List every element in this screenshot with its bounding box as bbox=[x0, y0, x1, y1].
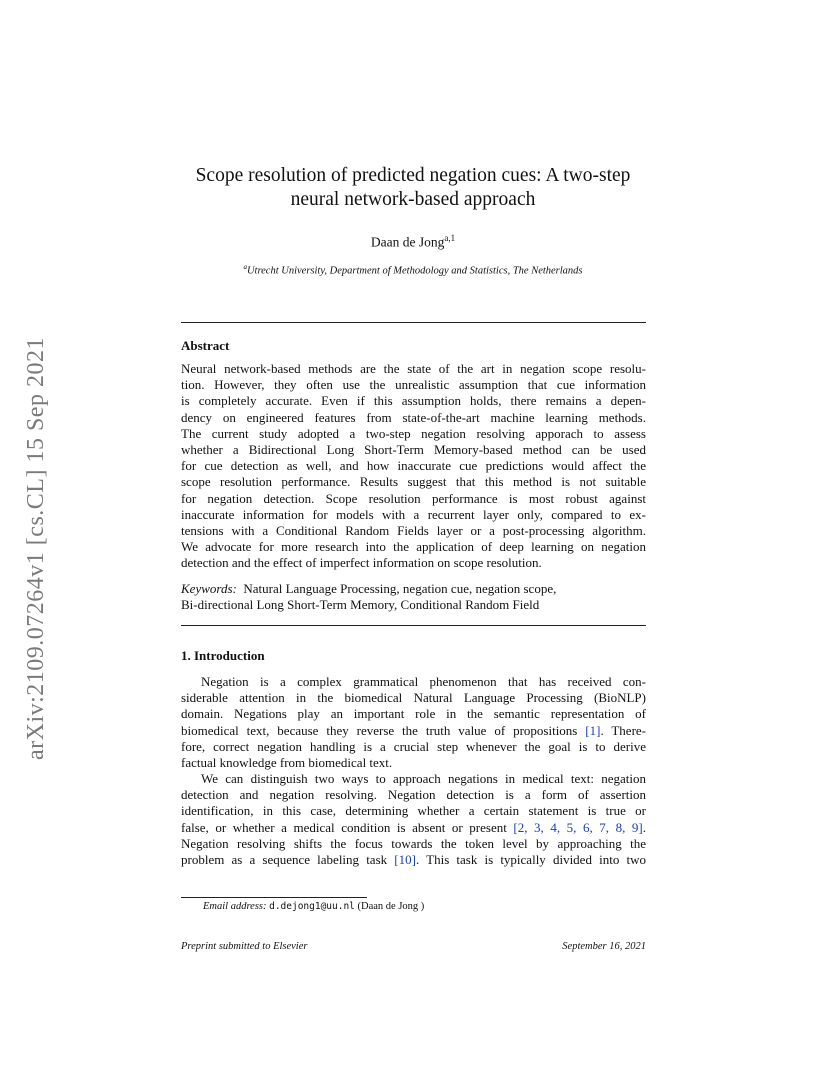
footnote-rule bbox=[181, 897, 367, 898]
section-heading-introduction: 1. Introduction bbox=[181, 648, 265, 663]
keywords-line-1 bbox=[181, 581, 646, 597]
keywords-text-1: Natural Language Processing, negation cue, negation scope, bbox=[243, 581, 557, 596]
footnote-author-name: (Daan de Jong ) bbox=[357, 901, 425, 912]
abstract-body bbox=[181, 361, 646, 572]
abstract-line: We advocate for more research into the application of deep learning on negation bbox=[181, 539, 646, 555]
abstract-line: scope resolution performance. Results suggest that this method is not suitable bbox=[181, 474, 646, 490]
footer-date: September 16, 2021 bbox=[562, 941, 646, 952]
intro-p2-line: Negation resolving shifts the focus towards the token level by approaching the bbox=[181, 835, 646, 851]
keywords-line-2: Bi-directional Long Short-Term Memory, Conditional Random Field bbox=[181, 597, 540, 613]
citation-link[interactable]: [1] bbox=[585, 722, 601, 738]
affiliation bbox=[160, 263, 666, 277]
citation-link[interactable]: [10] bbox=[394, 852, 416, 868]
intro-p2-line: detection and negation resolving. Negation detection is a form of assertion bbox=[181, 787, 646, 803]
intro-p2-line bbox=[181, 820, 646, 836]
paper-title bbox=[160, 164, 666, 212]
author-email-link[interactable]: d.dejong1@uu.nl bbox=[269, 901, 355, 912]
arxiv-identifier-stamp[interactable]: arXiv:2109.07264v1 [cs.CL] 15 Sep 2021 bbox=[23, 337, 49, 760]
intro-p1-text: . There- bbox=[600, 722, 647, 738]
intro-p2-text: . bbox=[642, 819, 646, 835]
intro-p2-line: We can distinguish two ways to approach negations in medical text: negation bbox=[201, 771, 646, 786]
intro-p2-line bbox=[181, 852, 646, 868]
abstract-line: whether a Bidirectional Long Short-Term Memory-based method can be used bbox=[181, 442, 646, 458]
abstract-line: for cue detection as well, and how inaccurate cue predictions would affect the bbox=[181, 458, 646, 474]
abstract-line: dency on engineered features from state-of-the-art machine learning methods. bbox=[181, 409, 646, 425]
intro-p1-line: siderable attention in the biomedical Natural Language Processing (BioNLP) bbox=[181, 690, 646, 706]
intro-p2-text: false, or whether a medical condition is absent or present bbox=[181, 819, 514, 835]
abstract-line: for negation detection. Scope resolution performance is most robust against bbox=[181, 490, 646, 506]
intro-p1-line: Negation is a complex grammatical phenomenon that has received con- bbox=[201, 674, 646, 689]
footnote bbox=[203, 901, 424, 912]
affiliation-superscript: a bbox=[243, 263, 247, 271]
keywords-label: Keywords: bbox=[181, 581, 237, 596]
abstract-line: tensions with a Conditional Random Fields layer or a post-processing algorithm. bbox=[181, 523, 646, 539]
abstract-line: is completely accurate. Even if this assumption holds, there remains a depen- bbox=[181, 393, 646, 409]
intro-p2-text: problem as a sequence labeling task bbox=[181, 852, 395, 868]
abstract-heading: Abstract bbox=[181, 338, 230, 353]
author-name: Daan de Jong bbox=[370, 234, 445, 250]
author bbox=[160, 233, 666, 251]
introduction-paragraph-1 bbox=[181, 674, 646, 771]
abstract-line: tion. However, they often use the unrealistic assumption that cue information bbox=[181, 377, 646, 393]
introduction-paragraph-2 bbox=[181, 771, 646, 868]
citation-link[interactable]: [2, 3, 4, 5, 6, 7, 8, 9] bbox=[513, 819, 643, 835]
title-line-2: neural network-based approach bbox=[290, 189, 536, 210]
intro-p2-text: . This task is typically divided into two bbox=[415, 852, 646, 868]
affiliation-text: Utrecht University, Department of Methodology and Statistics, The Netherlands bbox=[246, 265, 583, 277]
intro-p2-line: identification, in this case, determining whether a certain statement is true or bbox=[181, 803, 646, 819]
abstract-top-rule bbox=[181, 322, 646, 323]
intro-p1-line: fore, correct negation handling is a crucial step whenever the goal is to derive bbox=[181, 738, 646, 754]
abstract-line: The current study adopted a two-step negation resolving apporach to assess bbox=[181, 425, 646, 441]
intro-p1-text: biomedical text, because they reverse the truth value of propositions bbox=[181, 722, 586, 738]
abstract-line: Neural network-based methods are the state of the art in negation scope resolu- bbox=[181, 361, 646, 376]
footnote-email-label: Email address: bbox=[203, 901, 267, 912]
author-superscript: a,1 bbox=[444, 233, 456, 243]
abstract-line: inaccurate information for models with a recurrent layer only, compared to ex- bbox=[181, 506, 646, 522]
abstract-bottom-rule bbox=[181, 625, 646, 626]
intro-p1-line: domain. Negations play an important role in the semantic representation of bbox=[181, 706, 646, 722]
title-line-1: Scope resolution of predicted negation cues: A two-step bbox=[195, 165, 631, 186]
intro-p1-line: factual knowledge from biomedical text. bbox=[181, 755, 393, 771]
abstract-line: detection and the effect of imperfect information on scope resolution. bbox=[181, 555, 542, 571]
footer-preprint-note: Preprint submitted to Elsevier bbox=[181, 941, 308, 952]
keywords bbox=[181, 581, 646, 613]
intro-p1-line bbox=[181, 723, 646, 739]
